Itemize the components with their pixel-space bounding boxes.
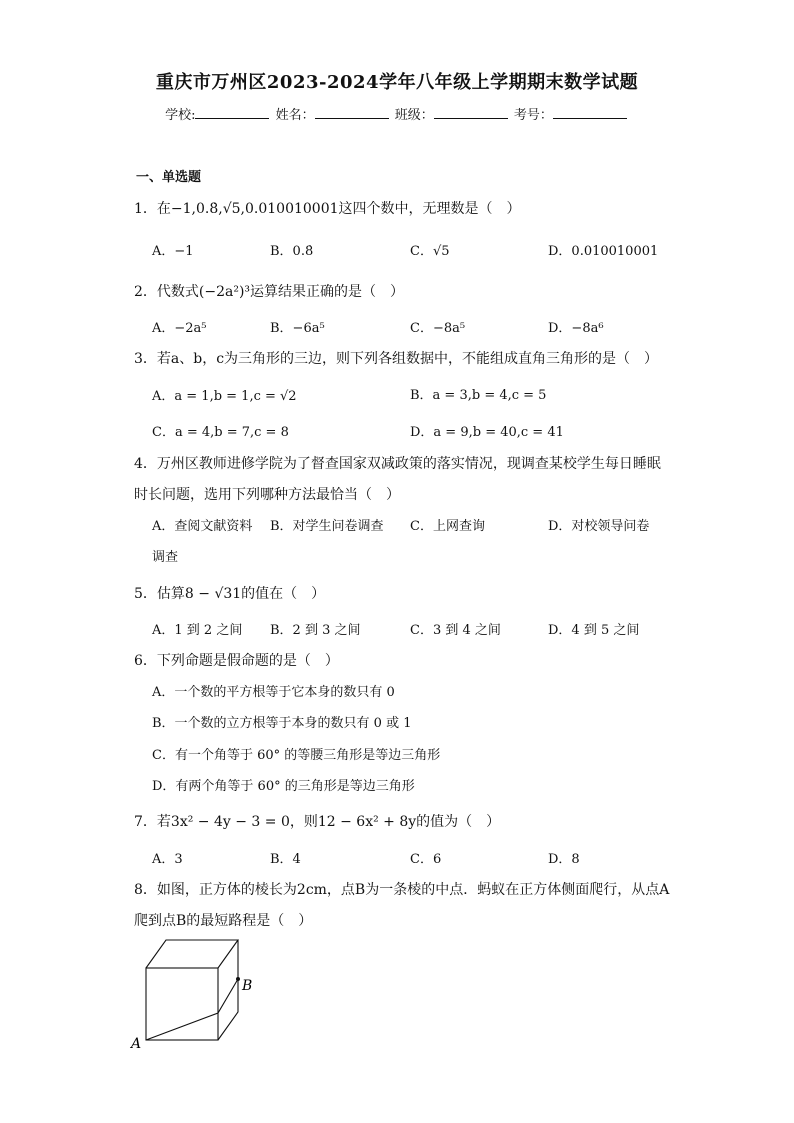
question-4-stem: 4．万州区教师进修学院为了督查国家双减政策的落实情况，现调查某校学生每日睡眠 xyxy=(134,456,661,472)
question-6-option-b[interactable]: B．一个数的立方根等于本身的数只有 0 或 1 xyxy=(152,716,412,731)
question-4-option-a[interactable]: A．查阅文献资料 xyxy=(152,519,253,534)
student-info-fields xyxy=(0,104,794,123)
question-3-option-d[interactable]: D．a = 9,b = 40,c = 41 xyxy=(410,425,564,440)
question-3-option-c[interactable]: C．a = 4,b = 7,c = 8 xyxy=(152,425,289,440)
question-7-stem: 7．若3x² − 4y − 3 = 0，则12 − 6x² + 8y的值为（ ） xyxy=(134,814,501,830)
question-7-option-c[interactable]: C．6 xyxy=(410,852,442,867)
question-7-option-b[interactable]: B．4 xyxy=(270,852,301,867)
question-2-option-b[interactable]: B．−6a⁵ xyxy=(270,321,325,336)
question-1-option-d[interactable]: D．0.010010001 xyxy=(548,244,659,259)
question-5-option-c[interactable]: C．3 到 4 之间 xyxy=(410,623,501,638)
exam-number-field[interactable] xyxy=(553,106,627,119)
question-1-option-c[interactable]: C．√5 xyxy=(410,244,450,259)
section-heading: 一、单选题 xyxy=(136,170,202,185)
question-6-option-c[interactable]: C．有一个角等于 60° 的等腰三角形是等边三角形 xyxy=(152,748,441,763)
question-3-option-a[interactable]: A．a = 1,b = 1,c = √2 xyxy=(152,389,297,404)
question-7-option-d[interactable]: D．8 xyxy=(548,852,580,867)
question-5-option-a[interactable]: A．1 到 2 之间 xyxy=(152,623,243,638)
exam-number-label: 考号： xyxy=(513,108,553,123)
question-3-stem: 3．若a、b，c为三角形的三边，则下列各组数据中，不能组成直角三角形的是（ ） xyxy=(134,351,659,367)
question-6-stem: 6．下列命题是假命题的是（ ） xyxy=(134,653,339,669)
question-3-option-b[interactable]: B．a = 3,b = 4,c = 5 xyxy=(410,388,547,403)
question-2-stem: 2．代数式(−2a²)³运算结果正确的是（ ） xyxy=(134,284,405,300)
question-4-option-c[interactable]: C．上网查询 xyxy=(410,519,485,534)
question-1-option-b[interactable]: B．0.8̇ xyxy=(270,244,314,259)
question-2-option-c[interactable]: C．−8a⁵ xyxy=(410,321,466,336)
question-4-option-b[interactable]: B．对学生问卷调查 xyxy=(270,519,384,534)
question-6-option-d[interactable]: D．有两个角等于 60° 的三角形是等边三角形 xyxy=(152,779,415,794)
school-field[interactable] xyxy=(195,106,269,119)
name-label: 姓名： xyxy=(275,108,315,123)
question-4-stem-cont: 时长问题，选用下列哪种方法最恰当（ ） xyxy=(134,487,400,503)
name-field[interactable] xyxy=(315,106,389,119)
cube-diagram-icon xyxy=(128,938,268,1053)
question-5-stem: 5．估算8 − √31的值在（ ） xyxy=(134,586,326,602)
question-8-stem: 8．如图，正方体的棱长为2cm，点B为一条棱的中点．蚂蚁在正方体侧面爬行，从点A xyxy=(134,882,670,898)
question-2-option-d[interactable]: D．−8a⁶ xyxy=(548,321,604,336)
question-5-option-b[interactable]: B．2 到 3 之间 xyxy=(270,623,361,638)
question-4-option-d[interactable]: D．对校领导问卷 xyxy=(548,519,650,534)
question-1-option-a[interactable]: A．−1 xyxy=(152,244,194,259)
class-label: 班级： xyxy=(394,108,434,123)
question-2-option-a[interactable]: A．−2a⁵ xyxy=(152,321,207,336)
question-1-stem: 1．在−1,0.8̇,√5,0.010010001这四个数中，无理数是（ ） xyxy=(134,201,521,217)
class-field[interactable] xyxy=(434,106,508,119)
point-b-label: B xyxy=(242,978,253,994)
page-title: 重庆市万州区2023-2024学年八年级上学期期末数学试题 xyxy=(155,72,639,93)
school-label: 学校: xyxy=(165,108,196,123)
point-a-label: A xyxy=(131,1036,142,1052)
question-5-option-d[interactable]: D．4 到 5 之间 xyxy=(548,623,640,638)
question-4-option-d-cont: 调查 xyxy=(152,550,179,565)
question-7-option-a[interactable]: A．3 xyxy=(152,852,183,867)
question-6-option-a[interactable]: A．一个数的平方根等于它本身的数只有 0 xyxy=(152,685,395,700)
question-8-stem-cont: 爬到点B的最短路程是（ ） xyxy=(134,913,313,929)
